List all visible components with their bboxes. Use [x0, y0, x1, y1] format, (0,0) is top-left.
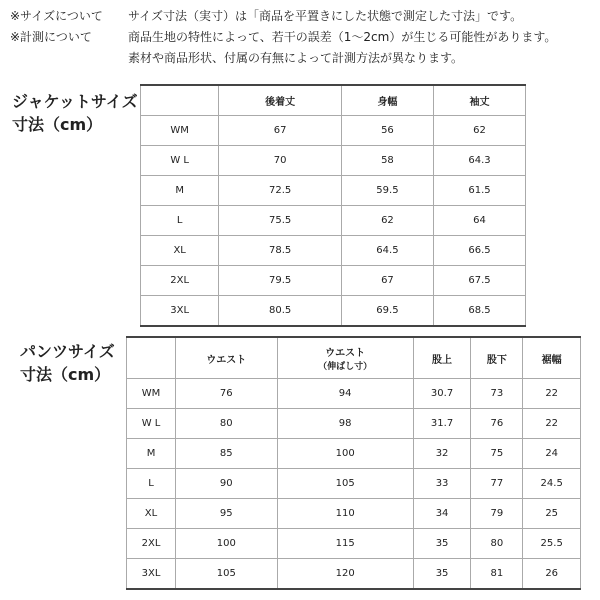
measurement-cell: 105	[176, 559, 278, 590]
measurement-cell: 79	[471, 499, 523, 529]
table-row	[127, 469, 581, 499]
measurement-cell: 26	[523, 559, 581, 590]
measurement-cell: 110	[277, 499, 413, 529]
measurement-cell: 98	[277, 409, 413, 439]
size-label-cell: W L	[141, 146, 219, 176]
measurement-cell: 80	[471, 529, 523, 559]
measurement-cell: 64.5	[341, 236, 433, 266]
measurement-cell: 105	[277, 469, 413, 499]
table-header-row	[127, 337, 581, 379]
table-row	[141, 266, 526, 296]
measurement-cell: 66.5	[433, 236, 525, 266]
measurement-cell: 70	[219, 146, 342, 176]
measurement-cell: 31.7	[413, 409, 471, 439]
table-row	[127, 529, 581, 559]
column-header	[176, 337, 278, 379]
size-note-label: ※サイズについて	[10, 9, 103, 23]
column-header	[433, 85, 525, 116]
table-row	[141, 236, 526, 266]
jacket-section-title	[12, 90, 138, 136]
size-label-cell: 2XL	[127, 529, 176, 559]
column-header-label: ウエスト	[325, 348, 366, 359]
measurement-cell: 24.5	[523, 469, 581, 499]
table-row	[141, 116, 526, 146]
measurement-cell: 94	[277, 379, 413, 409]
column-header	[341, 85, 433, 116]
measurement-cell: 59.5	[341, 176, 433, 206]
column-header	[471, 337, 523, 379]
pants-section-title	[20, 340, 115, 386]
measurement-cell: 72.5	[219, 176, 342, 206]
size-label-cell: WM	[141, 116, 219, 146]
column-header	[413, 337, 471, 379]
measurement-cell: 81	[471, 559, 523, 590]
size-label-cell: W L	[127, 409, 176, 439]
measurement-cell: 67	[219, 116, 342, 146]
measurement-cell: 32	[413, 439, 471, 469]
measurement-cell: 76	[176, 379, 278, 409]
pants-title-line1: パンツサイズ	[20, 342, 115, 361]
size-label-cell: XL	[141, 236, 219, 266]
column-header-label: 股下	[486, 354, 507, 366]
pants-size-table	[126, 336, 581, 590]
measurement-cell: 100	[176, 529, 278, 559]
table-row	[127, 559, 581, 590]
measurement-cell: 80	[176, 409, 278, 439]
jacket-title-line1: ジャケットサイズ	[12, 92, 138, 111]
size-label-cell: 3XL	[127, 559, 176, 590]
measurement-cell: 25.5	[523, 529, 581, 559]
measurement-cell: 22	[523, 409, 581, 439]
measurement-cell: 67	[341, 266, 433, 296]
measurement-cell: 64	[433, 206, 525, 236]
measure-note-text-1: 商品生地の特性によって、若干の誤差（1〜2cm）が生じる可能性があります。	[128, 30, 557, 44]
measurement-cell: 120	[277, 559, 413, 590]
measurement-cell: 25	[523, 499, 581, 529]
size-label-cell: 2XL	[141, 266, 219, 296]
measure-note	[10, 27, 556, 48]
measurement-cell: 34	[413, 499, 471, 529]
size-label-cell: L	[141, 206, 219, 236]
measurement-cell: 100	[277, 439, 413, 469]
measurement-cell: 58	[341, 146, 433, 176]
measurement-cell: 56	[341, 116, 433, 146]
column-header-label: 袖丈	[469, 97, 490, 108]
column-header-label: 後着丈	[265, 97, 296, 108]
table-row	[127, 439, 581, 469]
measurement-cell: 79.5	[219, 266, 342, 296]
size-label-cell: M	[141, 176, 219, 206]
measurement-cell: 85	[176, 439, 278, 469]
size-label-cell: WM	[127, 379, 176, 409]
notes-block	[10, 6, 556, 69]
size-label-cell: M	[127, 439, 176, 469]
measure-note-cont	[10, 48, 556, 69]
size-label-cell: 3XL	[141, 296, 219, 327]
measurement-cell: 30.7	[413, 379, 471, 409]
measurement-cell: 68.5	[433, 296, 525, 327]
measurement-cell: 73	[471, 379, 523, 409]
measurement-cell: 61.5	[433, 176, 525, 206]
column-header-label: ウエスト	[206, 354, 247, 366]
measurement-cell: 77	[471, 469, 523, 499]
measurement-cell: 22	[523, 379, 581, 409]
measurement-cell: 115	[277, 529, 413, 559]
measurement-cell: 35	[413, 529, 471, 559]
size-label-cell: XL	[127, 499, 176, 529]
table-header-row	[141, 85, 526, 116]
measure-note-label: ※計測について	[10, 30, 92, 44]
size-note	[10, 6, 556, 27]
measurement-cell: 75	[471, 439, 523, 469]
table-row	[127, 379, 581, 409]
column-header	[127, 337, 176, 379]
measure-note-text-2: 素材や商品形状、付属の有無によって計測方法が異なります。	[128, 51, 464, 65]
column-header	[219, 85, 342, 116]
column-header-label: 裾幅	[541, 354, 562, 366]
measurement-cell: 95	[176, 499, 278, 529]
table-row	[141, 146, 526, 176]
jacket-size-table	[140, 84, 526, 327]
measurement-cell: 35	[413, 559, 471, 590]
size-label-cell: L	[127, 469, 176, 499]
measurement-cell: 62	[341, 206, 433, 236]
table-row	[141, 296, 526, 327]
jacket-title-line2: 寸法（cm）	[12, 115, 103, 134]
column-header	[277, 337, 413, 379]
pants-title-line2: 寸法（cm）	[20, 365, 111, 384]
table-row	[127, 409, 581, 439]
measurement-cell: 76	[471, 409, 523, 439]
measurement-cell: 62	[433, 116, 525, 146]
measurement-cell: 78.5	[219, 236, 342, 266]
measurement-cell: 67.5	[433, 266, 525, 296]
table-row	[141, 176, 526, 206]
measurement-cell: 33	[413, 469, 471, 499]
measurement-cell: 90	[176, 469, 278, 499]
column-header-label: 股上	[432, 354, 453, 366]
measurement-cell: 64.3	[433, 146, 525, 176]
column-header	[523, 337, 581, 379]
measurement-cell: 75.5	[219, 206, 342, 236]
measurement-cell: 69.5	[341, 296, 433, 327]
table-row	[127, 499, 581, 529]
column-header-label: 身幅	[377, 97, 398, 108]
size-note-text: サイズ寸法（実寸）は「商品を平置きにした状態で測定した寸法」です。	[128, 9, 523, 23]
measurement-cell: 80.5	[219, 296, 342, 327]
column-header	[141, 85, 219, 116]
column-header-sublabel: （伸ばし寸）	[318, 362, 373, 372]
table-row	[141, 206, 526, 236]
measurement-cell: 24	[523, 439, 581, 469]
